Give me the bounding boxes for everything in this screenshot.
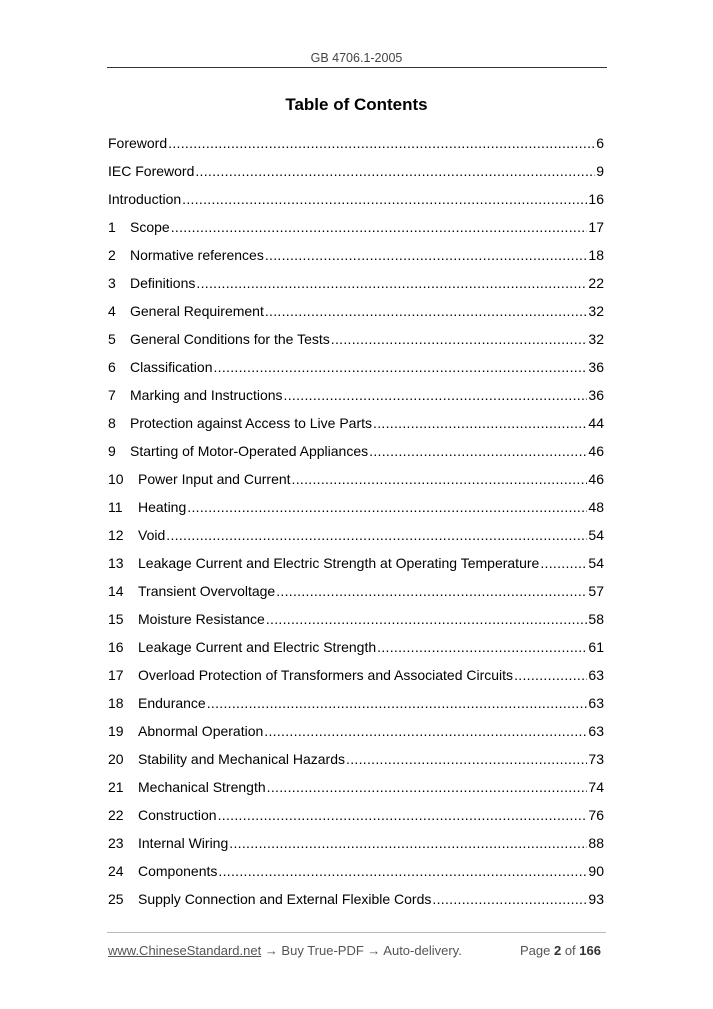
dot-leader [264,723,587,739]
page-number: 48 [588,499,604,515]
dot-leader [229,835,587,851]
page-number: 76 [588,807,604,823]
dot-leader [377,639,587,655]
toc-entry[interactable] [108,549,604,577]
footer-divider [107,932,606,933]
dot-leader [171,219,588,235]
toc-entry[interactable] [108,717,604,745]
page-number: 63 [588,695,604,711]
section-number: 20 [108,751,124,767]
section-number: 17 [108,667,124,683]
toc-entry[interactable] [108,465,604,493]
section-number: 11 [108,499,123,515]
section-title: Abnormal Operation [138,723,264,739]
website-link[interactable]: www.ChineseStandard.net [108,943,262,958]
section-title: Classification [130,359,213,375]
section-number: 15 [108,611,124,627]
section-title: Heating [138,499,187,515]
section-number: 13 [108,555,124,571]
section-title: Overload Protection of Transformers and Associated Circuits [138,667,514,683]
dot-leader [218,807,588,823]
section-title: Foreword [108,135,168,151]
dot-leader [292,471,588,487]
toc-entry[interactable] [108,129,604,157]
toc-entry[interactable] [108,661,604,689]
section-title: Void [138,527,166,543]
section-title: Scope [130,219,170,235]
dot-leader [195,163,595,179]
page-number: 46 [588,471,604,487]
header-divider [107,67,607,68]
section-number: 10 [108,471,124,487]
dot-leader [346,751,587,767]
section-title: Protection against Access to Live Parts [130,415,373,431]
toc-entry[interactable] [108,269,604,297]
toc-entry[interactable] [108,577,604,605]
dot-leader [369,443,587,459]
section-number: 18 [108,695,124,711]
section-number: 9 [108,443,116,459]
section-number: 19 [108,723,124,739]
section-number: 7 [108,387,116,403]
promo-text: → Buy True-PDF → Auto-delivery. [261,943,462,958]
dot-leader [540,555,587,571]
section-title: Introduction [108,191,182,207]
dot-leader [373,415,587,431]
page-number: 73 [588,751,604,767]
section-number: 21 [108,779,124,795]
section-title: Marking and Instructions [130,387,283,403]
section-title: Leakage Current and Electric Strength at Operating Temperature [138,555,540,571]
dot-leader [267,779,588,795]
section-title: IEC Foreword [108,163,195,179]
page-number: 54 [588,555,604,571]
toc-entry[interactable] [108,773,604,801]
section-title: Components [138,863,218,879]
toc-entry[interactable] [108,409,604,437]
toc-entry[interactable] [108,381,604,409]
dot-leader [168,135,595,151]
table-of-contents [108,129,604,913]
dot-leader [265,247,588,263]
section-title: Leakage Current and Electric Strength [138,639,377,655]
page-number: 63 [588,667,604,683]
page-number: 74 [588,779,604,795]
section-title: Definitions [130,275,196,291]
section-number: 25 [108,891,124,907]
toc-entry[interactable] [108,857,604,885]
dot-leader [284,387,588,403]
section-title: Internal Wiring [138,835,229,851]
current-page: 2 [553,943,562,958]
page-number: 88 [588,835,604,851]
toc-entry[interactable] [108,493,604,521]
page-title: Table of Contents [285,95,428,114]
toc-entry[interactable] [108,605,604,633]
page-number: 54 [588,527,604,543]
dot-leader [187,499,587,515]
footer-promo [108,943,462,958]
section-number: 4 [108,303,116,319]
section-title: Moisture Resistance [138,611,265,627]
page-number: 32 [588,331,604,347]
dot-leader [331,331,588,347]
page-number: 44 [588,415,604,431]
toc-entry[interactable] [108,801,604,829]
page-number: 17 [588,219,604,235]
page-prefix: Page [520,943,554,958]
section-title: General Requirement [130,303,264,319]
page-of: of [561,943,580,958]
page-number: 36 [588,359,604,375]
document-header: GB 4706.1-2005 [310,51,403,65]
dot-leader [196,275,587,291]
page-number: 9 [596,163,604,179]
toc-entry[interactable] [108,437,604,465]
page-number: 32 [588,303,604,319]
section-title: Transient Overvoltage [138,583,276,599]
section-number: 23 [108,835,124,851]
section-title: Power Input and Current [138,471,291,487]
toc-entry[interactable] [108,689,604,717]
section-number: 24 [108,863,124,879]
toc-entry[interactable] [108,185,604,213]
section-number: 22 [108,807,124,823]
dot-leader [266,611,588,627]
total-pages: 166 [579,943,601,958]
toc-entry[interactable] [108,885,604,913]
toc-entry[interactable] [108,633,604,661]
section-number: 5 [108,331,116,347]
dot-leader [182,191,587,207]
section-number: 1 [108,219,116,235]
page-number: 36 [588,387,604,403]
dot-leader [276,583,587,599]
dot-leader [166,527,587,543]
page-number: 6 [596,135,604,151]
page-indicator [520,943,601,958]
footer [108,943,601,958]
toc-entry[interactable] [108,829,604,857]
page-number: 90 [588,863,604,879]
section-number: 3 [108,275,116,291]
section-title: General Conditions for the Tests [130,331,330,347]
toc-entry[interactable] [108,521,604,549]
page-number: 63 [588,723,604,739]
toc-entry[interactable] [108,745,604,773]
section-title: Starting of Motor-Operated Appliances [130,443,369,459]
page-number: 57 [588,583,604,599]
section-number: 12 [108,527,124,543]
dot-leader [207,695,588,711]
section-title: Construction [138,807,217,823]
section-number: 14 [108,583,124,599]
dot-leader [213,359,587,375]
page-number: 16 [588,191,604,207]
toc-entry[interactable] [108,353,604,381]
section-title: Normative references [130,247,264,263]
page-number: 58 [588,611,604,627]
toc-entry[interactable] [108,241,604,269]
section-title: Supply Connection and External Flexible Cords [138,891,432,907]
toc-entry[interactable] [108,157,604,185]
page-number: 93 [588,891,604,907]
toc-entry[interactable] [108,325,604,353]
dot-leader [432,891,587,907]
section-number: 16 [108,639,124,655]
dot-leader [514,667,587,683]
page-number: 46 [588,443,604,459]
page-number: 18 [588,247,604,263]
toc-entry[interactable] [108,213,604,241]
section-title: Stability and Mechanical Hazards [138,751,345,767]
section-title: Mechanical Strength [138,779,266,795]
section-number: 2 [108,247,116,263]
dot-leader [265,303,588,319]
section-number: 6 [108,359,116,375]
page-number: 61 [588,639,604,655]
section-number: 8 [108,415,116,431]
page-number: 22 [588,275,604,291]
section-title: Endurance [138,695,206,711]
toc-entry[interactable] [108,297,604,325]
dot-leader [218,863,587,879]
